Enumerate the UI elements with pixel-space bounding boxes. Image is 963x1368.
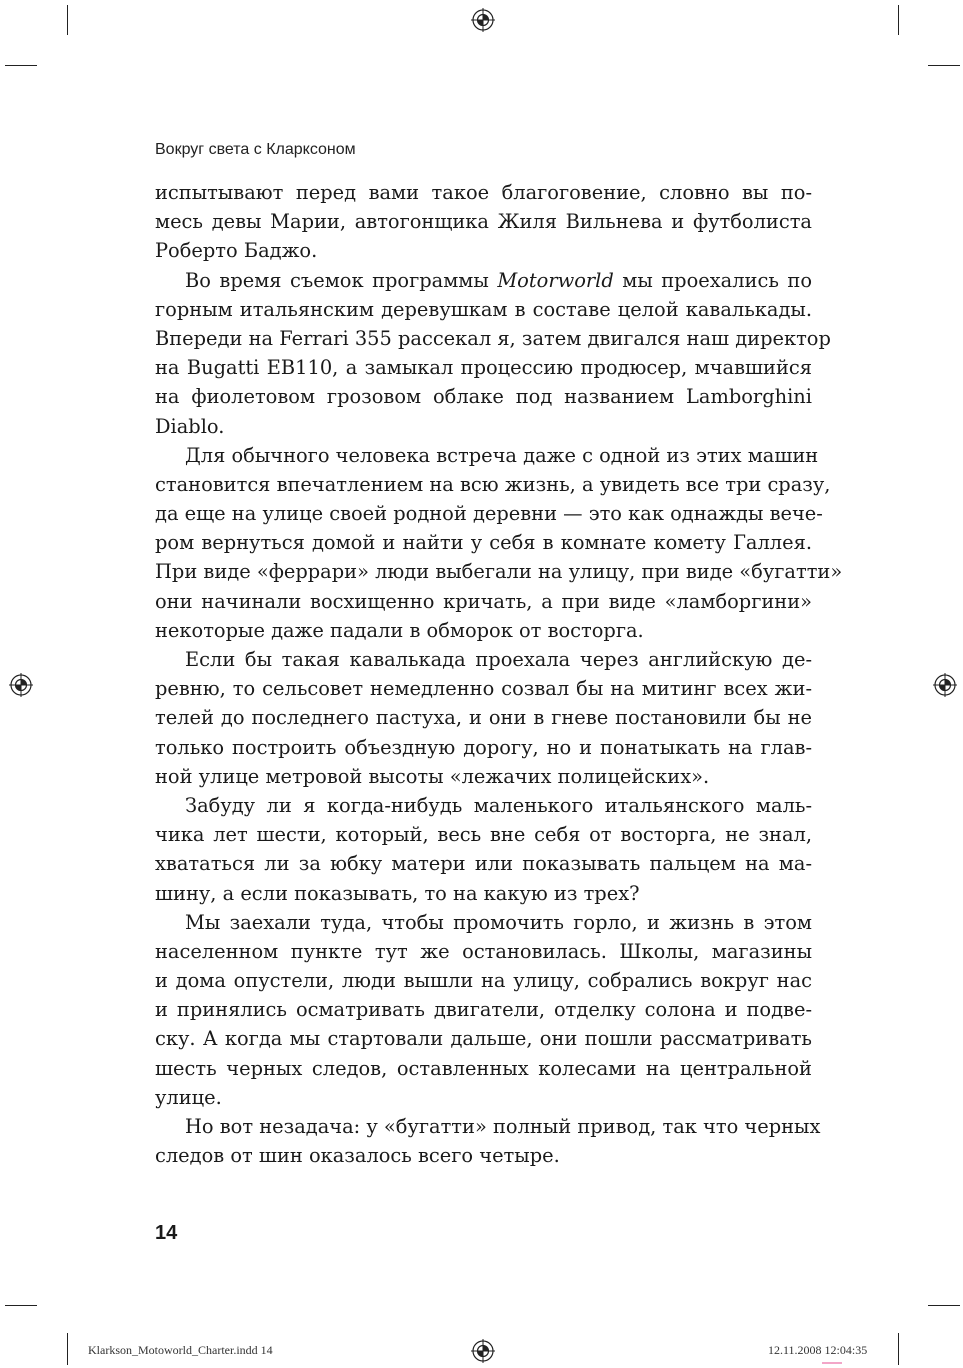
slug-file-name: Klarkson_Motoworld_Charter.indd 14 — [88, 1343, 273, 1357]
program-title: Motorworld — [497, 268, 614, 292]
text-line: горным итальянским деревушкам в составе целой кавалькады. — [155, 297, 812, 321]
text-line: шесть черных следов, оставленных колесами на центральной — [155, 1056, 812, 1080]
text-line: да еще на улице своей родной деревни — это как однажды вече- — [155, 502, 823, 526]
crop-mark-left-top — [5, 65, 37, 66]
text-line: ной улице метровой высоты «лежачих полицейских». — [155, 764, 710, 788]
running-head: Вокруг света с Кларксоном — [155, 141, 356, 158]
registration-target-icon — [933, 673, 957, 697]
text-line: они начинали восхищенно кричать, а при виде «ламборгини» — [155, 589, 812, 613]
registration-target-icon — [471, 8, 495, 32]
slug-timestamp: 12.11.2008 12:04:35 — [768, 1343, 868, 1357]
text-line: населенном пункте тут же остановилась. Школы, магазины — [155, 939, 812, 963]
text-line: на Bugatti EB110, а замыкал процессию продюсер, мчавшийся — [155, 356, 812, 380]
body-text — [155, 178, 843, 1170]
text-line: следов от шин оказалось всего четыре. — [155, 1144, 560, 1168]
text-line: и дома опустели, люди вышли на улицу, собрались вокруг нас — [155, 969, 812, 993]
registration-target-icon — [471, 1339, 495, 1363]
text-line — [155, 266, 812, 295]
text-fragment: Во время съемок программы — [185, 268, 498, 292]
text-line: Diablo. — [155, 414, 225, 438]
registration-target-icon — [9, 673, 33, 697]
text-line: только построить объездную дорогу, но и понатыкать на глав- — [155, 735, 812, 759]
text-line: Впереди на Ferrari 355 рассекал я, затем двигался наш директор — [155, 326, 831, 350]
page-number: 14 — [155, 1222, 178, 1244]
text-line: хвататься ли за юбку матери или показывать пальцем на ма- — [155, 852, 812, 876]
text-line: ром вернуться домой и найти у себя в комнате комету Галлея. — [155, 531, 812, 555]
text-line: Роберто Баджо. — [155, 239, 318, 263]
text-line: ску. А когда мы стартовали дальше, они пошли рассматривать — [155, 1027, 812, 1051]
text-line: Если бы такая кавалькада проехала через английскую де- — [185, 648, 812, 671]
text-line: Забуду ли я когда-нибудь маленького итальянского маль- — [185, 793, 812, 817]
crop-mark-bottom-left — [67, 1333, 68, 1365]
text-line: Мы заехали туда, чтобы промочить горло, и жизнь в этом — [185, 910, 812, 934]
text-line: становится впечатлением на всю жизнь, а увидеть все три сразу, — [155, 472, 831, 496]
crop-mark-left-bottom — [5, 1305, 37, 1306]
text-line: улице. — [155, 1085, 222, 1109]
text-line: на фиолетовом грозовом облаке под названием Lamborghini — [155, 385, 812, 409]
text-line: месь девы Марии, автогонщика Жиля Вильнева и футболиста — [155, 210, 812, 234]
text-line: испытывают перед вами такое благоговение, словно вы по- — [155, 181, 812, 204]
text-line: При виде «феррари» люди выбегали на улицу, при виде «бугатти» — [155, 560, 843, 584]
text-line: телей до последнего пастуха, и они в гневе постановили бы не — [155, 706, 812, 730]
text-line: шину, а если показывать, то на какую из трех? — [155, 881, 640, 905]
text-line: ревню, то сельсовет немедленно созвал бы на митинг всех жи- — [155, 677, 812, 701]
color-bar-mark — [822, 1362, 842, 1364]
text-line: и принялись осматривать двигатели, отделку солона и подве- — [155, 998, 812, 1022]
crop-mark-top-left — [67, 5, 68, 35]
crop-mark-right-bottom — [928, 1305, 960, 1306]
text-line: некоторые даже падали в обморок от восторга. — [155, 618, 644, 642]
text-fragment: мы проехались по — [613, 268, 812, 292]
text-line: Для обычного человека встреча даже с одной из этих машин — [185, 443, 819, 467]
crop-mark-top-right — [898, 5, 899, 35]
crop-mark-right-top — [928, 65, 960, 66]
text-line: Но вот незадача: у «бугатти» полный привод, так что черных — [185, 1115, 821, 1138]
crop-mark-bottom-right — [898, 1333, 899, 1365]
text-line: чика лет шести, который, весь вне себя от восторга, не знал, — [155, 823, 812, 847]
